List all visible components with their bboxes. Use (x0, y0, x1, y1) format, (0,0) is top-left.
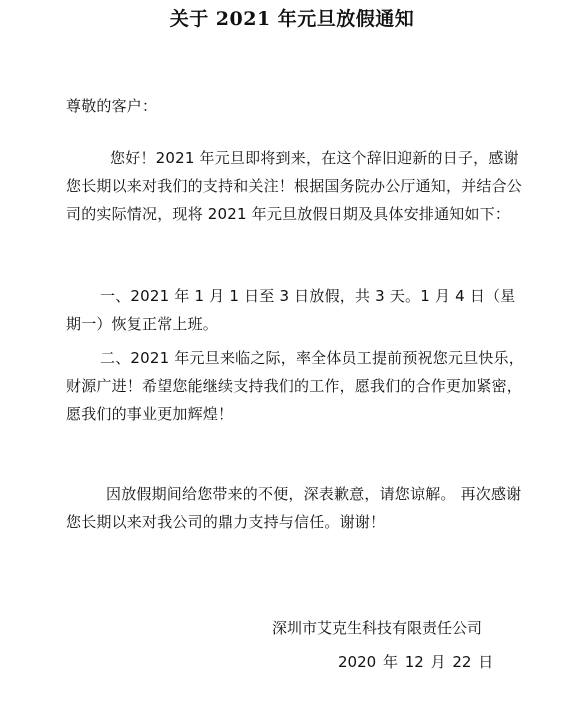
wishes-item: 二、2021 年元旦来临之际，率全体员工提前预祝您元旦快乐，财源广进！希望您能继续支持我们的工作，愿我们的合作更加紧密，愿我们的事业更加辉煌！ (66, 349, 524, 423)
holiday-schedule-item: 一、2021 年 1 月 1 日至 3 日放假，共 3 天。1 月 4 日（星期一）恢复正常上班。 (66, 287, 516, 333)
greeting-line: 尊敬的客户： (66, 97, 158, 115)
intro-paragraph: 您好！2021 年元旦即将到来，在这个辞旧迎新的日子，感谢您长期以来对我们的支持和关注！根据国务院办公厅通知，并结合公司的实际情况，现将 2021 年元旦放假日期及具体安排通知如下： (66, 149, 523, 223)
document-title: 关于 2021 年元旦放假通知 (169, 8, 415, 30)
closing-paragraph: 因放假期间给您带来的不便，深表歉意，请您谅解。 再次感谢您长期以来对我公司的鼎力支持与信任。谢谢！ (66, 485, 522, 531)
signature-date: 2020 年 12 月 22 日 (338, 653, 494, 671)
signature-company: 深圳市艾克生科技有限责任公司 (272, 619, 483, 637)
